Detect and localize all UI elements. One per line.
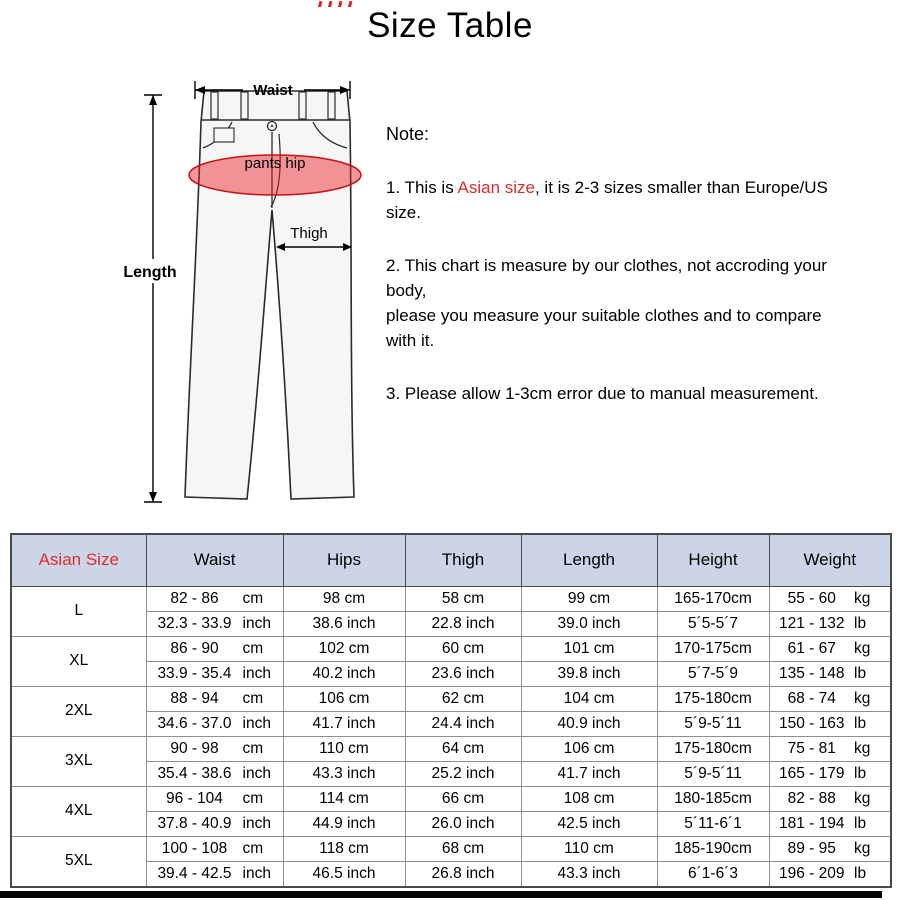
height-cm-2xl: 175-180cm [657, 686, 769, 711]
weight-kg-2xl-value: 68 - 74 [787, 689, 836, 707]
height-ft-xl: 5´7-5´9 [657, 661, 769, 686]
length-arrow [144, 95, 162, 502]
thigh-cm-2xl: 62 cm [405, 686, 521, 711]
waist-inch-4xl-cell [146, 811, 283, 836]
weight-lb-xl-value: 135 - 148 [779, 664, 845, 682]
waist-inch-3xl-cell [146, 761, 283, 786]
waist-cm-2xl-cell [146, 686, 283, 711]
size-table [10, 533, 892, 888]
note-2 [386, 253, 838, 353]
hips-inch-xl: 40.2 inch [283, 661, 405, 686]
height-cm-3xl: 175-180cm [657, 736, 769, 761]
table-header-row [11, 534, 891, 586]
length-cm-4xl: 108 cm [521, 786, 657, 811]
waist-inch-xl-cell [146, 661, 283, 686]
waist-cm-xl-cell [146, 636, 283, 661]
note-1 [386, 175, 838, 225]
thigh-cm-l: 58 cm [405, 586, 521, 611]
waist-cm-xl-unit: cm [242, 639, 264, 657]
hips-cm-3xl: 110 cm [283, 736, 405, 761]
length-inch-4xl: 42.5 inch [521, 811, 657, 836]
length-inch-2xl: 40.9 inch [521, 711, 657, 736]
header-length: Length [521, 534, 657, 586]
waist-inch-l-unit: inch [242, 614, 271, 632]
weight-lb-xl-cell [769, 661, 891, 686]
size-label-xl: XL [11, 636, 146, 686]
pants-hip-label: pants hip [244, 155, 306, 172]
length-inch-l: 39.0 inch [521, 611, 657, 636]
waist-inch-3xl-unit: inch [242, 764, 271, 782]
height-cm-l: 165-170cm [657, 586, 769, 611]
weight-lb-3xl-cell [769, 761, 891, 786]
waist-inch-2xl-cell [146, 711, 283, 736]
length-cm-2xl: 104 cm [521, 686, 657, 711]
waist-cm-l-value: 82 - 86 [170, 589, 219, 607]
size-label-3xl: 3XL [11, 736, 146, 786]
weight-lb-5xl-value: 196 - 209 [779, 864, 845, 882]
waist-inch-4xl-unit: inch [242, 814, 271, 832]
length-inch-3xl: 41.7 inch [521, 761, 657, 786]
weight-lb-4xl-value: 181 - 194 [779, 814, 845, 832]
thigh-inch-3xl: 25.2 inch [405, 761, 521, 786]
length-cm-3xl: 106 cm [521, 736, 657, 761]
length-inch-xl: 39.8 inch [521, 661, 657, 686]
size-label-2xl: 2XL [11, 686, 146, 736]
waist-inch-4xl-value: 37.8 - 40.9 [157, 814, 232, 832]
waist-cm-2xl-value: 88 - 94 [170, 689, 219, 707]
hips-cm-2xl: 106 cm [283, 686, 405, 711]
height-ft-5xl: 6´1-6´3 [657, 861, 769, 887]
weight-lb-xl-unit: lb [854, 664, 867, 682]
weight-lb-l-value: 121 - 132 [779, 614, 845, 632]
weight-lb-2xl-cell [769, 711, 891, 736]
header-asian-size: Asian Size [11, 534, 146, 586]
weight-kg-xl-cell [769, 636, 891, 661]
hips-inch-l: 38.6 inch [283, 611, 405, 636]
waist-cm-3xl-unit: cm [242, 739, 264, 757]
thigh-cm-5xl: 68 cm [405, 836, 521, 861]
hips-inch-4xl: 44.9 inch [283, 811, 405, 836]
waist-cm-4xl-cell [146, 786, 283, 811]
waist-inch-xl-unit: inch [242, 664, 271, 682]
waist-inch-5xl-value: 39.4 - 42.5 [157, 864, 232, 882]
waist-inch-xl-value: 33.9 - 35.4 [157, 664, 232, 682]
length-label: Length [123, 264, 177, 281]
waist-cm-5xl-cell [146, 836, 283, 861]
weight-lb-5xl-cell [769, 861, 891, 887]
weight-kg-l-cell [769, 586, 891, 611]
notes-section [386, 122, 838, 434]
length-cm-5xl: 110 cm [521, 836, 657, 861]
pants-hip-highlight [189, 155, 361, 195]
height-cm-4xl: 180-185cm [657, 786, 769, 811]
thigh-cm-xl: 60 cm [405, 636, 521, 661]
length-inch-5xl: 43.3 inch [521, 861, 657, 887]
length-cm-xl: 101 cm [521, 636, 657, 661]
bottom-black-bar [0, 891, 882, 898]
weight-kg-4xl-cell [769, 786, 891, 811]
height-ft-2xl: 5´9-5´11 [657, 711, 769, 736]
weight-kg-5xl-unit: kg [854, 839, 871, 857]
weight-kg-3xl-cell [769, 736, 891, 761]
hips-cm-4xl: 114 cm [283, 786, 405, 811]
height-ft-l: 5´5-5´7 [657, 611, 769, 636]
note1-asian-size: Asian size [457, 178, 535, 197]
thigh-inch-l: 22.8 inch [405, 611, 521, 636]
waist-cm-l-unit: cm [242, 589, 264, 607]
waist-cm-l-cell [146, 586, 283, 611]
size-row-2xl-cm [11, 686, 891, 711]
weight-lb-2xl-value: 150 - 163 [779, 714, 845, 732]
weight-lb-2xl-unit: lb [854, 714, 867, 732]
waist-cm-2xl-unit: cm [242, 689, 264, 707]
waist-label: Waist [253, 82, 293, 99]
waist-inch-2xl-unit: inch [242, 714, 271, 732]
waist-inch-l-value: 32.3 - 33.9 [157, 614, 232, 632]
hips-cm-l: 98 cm [283, 586, 405, 611]
weight-lb-4xl-cell [769, 811, 891, 836]
length-cm-l: 99 cm [521, 586, 657, 611]
thigh-inch-xl: 23.6 inch [405, 661, 521, 686]
waist-cm-3xl-value: 90 - 98 [170, 739, 219, 757]
waist-inch-l-cell [146, 611, 283, 636]
size-row-l-cm [11, 586, 891, 611]
hips-inch-5xl: 46.5 inch [283, 861, 405, 887]
thigh-cm-4xl: 66 cm [405, 786, 521, 811]
weight-kg-4xl-value: 82 - 88 [787, 789, 836, 807]
weight-kg-3xl-unit: kg [854, 739, 871, 757]
hips-inch-2xl: 41.7 inch [283, 711, 405, 736]
height-cm-5xl: 185-190cm [657, 836, 769, 861]
weight-kg-5xl-cell [769, 836, 891, 861]
hips-inch-3xl: 43.3 inch [283, 761, 405, 786]
page-title: Size Table [367, 6, 533, 45]
thigh-cm-3xl: 64 cm [405, 736, 521, 761]
header-weight: Weight [769, 534, 891, 586]
weight-lb-l-cell [769, 611, 891, 636]
size-row-5xl-cm [11, 836, 891, 861]
note1-prefix: 1. This is [386, 178, 458, 197]
size-row-4xl-cm [11, 786, 891, 811]
height-ft-3xl: 5´9-5´11 [657, 761, 769, 786]
header-hips: Hips [283, 534, 405, 586]
hips-cm-xl: 102 cm [283, 636, 405, 661]
header-waist: Waist [146, 534, 283, 586]
pants-diagram [108, 50, 388, 515]
weight-kg-xl-value: 61 - 67 [787, 639, 836, 657]
waist-cm-4xl-value: 96 - 104 [166, 789, 223, 807]
note2-line2: please you measure your suitable clothes and to compare with it. [386, 306, 822, 350]
height-ft-4xl: 5´11-6´1 [657, 811, 769, 836]
header-thigh: Thigh [405, 534, 521, 586]
thigh-inch-2xl: 24.4 inch [405, 711, 521, 736]
weight-kg-2xl-unit: kg [854, 689, 871, 707]
waist-cm-4xl-unit: cm [242, 789, 264, 807]
weight-kg-l-unit: kg [854, 589, 871, 607]
weight-kg-4xl-unit: kg [854, 789, 871, 807]
weight-kg-l-value: 55 - 60 [787, 589, 836, 607]
thigh-label: Thigh [290, 225, 328, 242]
waist-inch-2xl-value: 34.6 - 37.0 [157, 714, 232, 732]
height-cm-xl: 170-175cm [657, 636, 769, 661]
waist-inch-3xl-value: 35.4 - 38.6 [157, 764, 232, 782]
size-label-l: L [11, 586, 146, 636]
weight-lb-l-unit: lb [854, 614, 867, 632]
note2-line1: 2. This chart is measure by our clothes, not accroding your body, [386, 256, 827, 300]
thigh-inch-4xl: 26.0 inch [405, 811, 521, 836]
weight-lb-4xl-unit: lb [854, 814, 867, 832]
thigh-inch-5xl: 26.8 inch [405, 861, 521, 887]
waist-inch-5xl-cell [146, 861, 283, 887]
weight-lb-5xl-unit: lb [854, 864, 867, 882]
waist-cm-5xl-value: 100 - 108 [161, 839, 228, 857]
weight-kg-2xl-cell [769, 686, 891, 711]
size-label-4xl: 4XL [11, 786, 146, 836]
weight-kg-3xl-value: 75 - 81 [787, 739, 836, 757]
weight-lb-3xl-unit: lb [854, 764, 867, 782]
note-3: 3. Please allow 1-3cm error due to manual measurement. [386, 384, 819, 403]
notes-heading: Note: [386, 124, 430, 144]
size-row-3xl-cm [11, 736, 891, 761]
note1-suffix: , it is 2-3 sizes smaller than Europe/US size. [386, 178, 828, 222]
waist-cm-3xl-cell [146, 736, 283, 761]
size-row-xl-cm [11, 636, 891, 661]
header-height: Height [657, 534, 769, 586]
size-table-body [11, 586, 891, 887]
weight-kg-5xl-value: 89 - 95 [787, 839, 836, 857]
waist-cm-xl-value: 86 - 90 [170, 639, 219, 657]
hips-cm-5xl: 118 cm [283, 836, 405, 861]
weight-lb-3xl-value: 165 - 179 [779, 764, 845, 782]
pants-outline-icon [185, 91, 354, 499]
size-label-5xl: 5XL [11, 836, 146, 887]
waist-inch-5xl-unit: inch [242, 864, 271, 882]
waist-cm-5xl-unit: cm [242, 839, 264, 857]
weight-kg-xl-unit: kg [854, 639, 871, 657]
